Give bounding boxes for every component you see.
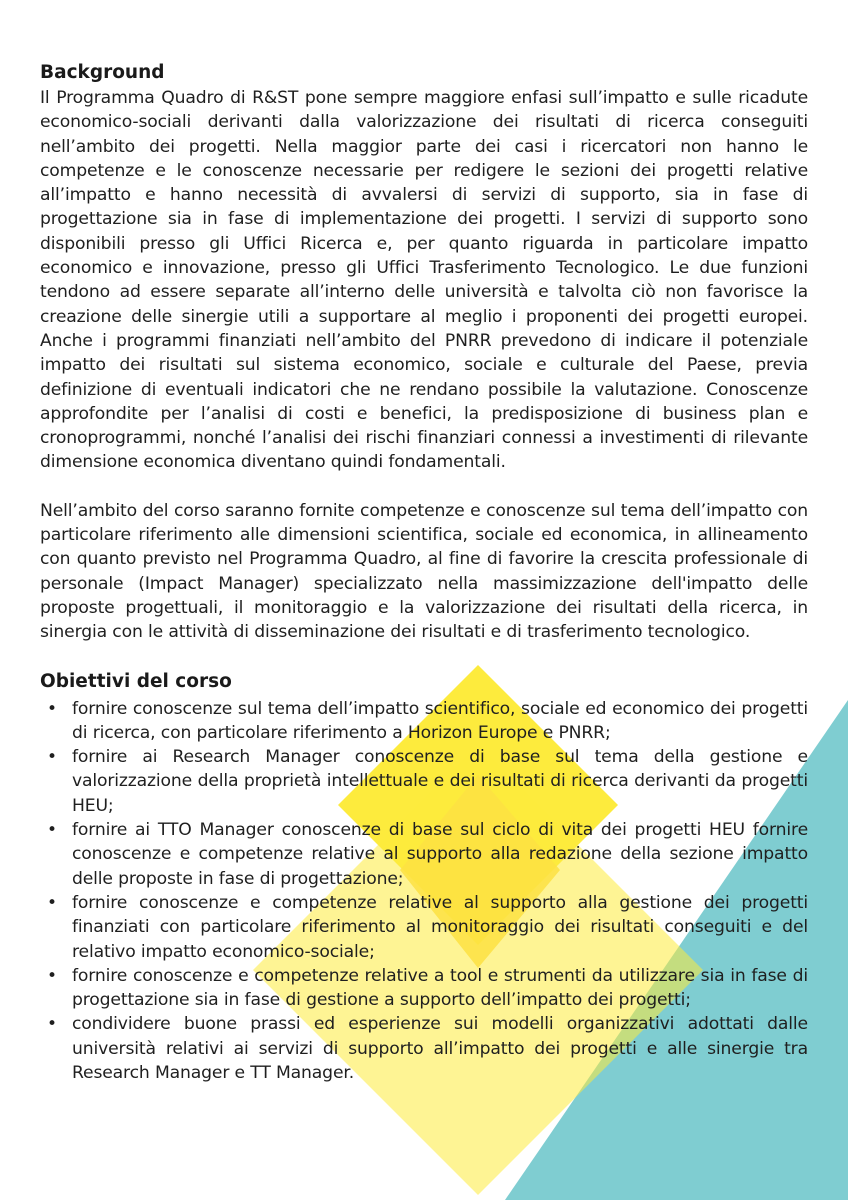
bullet-icon: • <box>47 820 57 841</box>
list-item-text: fornire ai Research Manager conoscenze di base sul tema della gestione e valorizzazione della proprietà intellettuale e dei risultati di ricerca derivanti da progetti HEU; <box>72 747 808 816</box>
list-item-text: fornire conoscenze e competenze relative a tool e strumenti da utilizzare sia in fase di progettazione sia in fase di gestione a supporto dell’impatto dei progetti; <box>72 965 808 1011</box>
list-item <box>40 891 808 964</box>
list-item <box>40 964 808 1013</box>
list-item-text: condividere buone prassi ed esperienze sui modelli organizzativi adottati dalle università relativi ai servizi di supporto all’impatto dei progetti e alle sinergie tra Research Manager e TT Manager. <box>72 1014 808 1083</box>
list-item <box>40 1012 808 1085</box>
list-item <box>40 818 808 891</box>
bullet-icon: • <box>47 1014 57 1035</box>
bullet-icon: • <box>47 965 57 986</box>
bullet-icon: • <box>47 698 57 719</box>
background-paragraph-2: Nell’ambito del corso saranno fornite competenze e conoscenze sul tema dell’impatto con particolare riferimento alle dimensioni scientifica, sociale ed economica, in allineamento con quanto previsto nel Programma Quadro, al fine di favorire la crescita professionale di personale (Impact Manager) specializzato nella massimizzazione dell'impatto delle proposte progettuali, il monitoraggio e la valorizzazione dei risultati della ricerca, in sinergia con le attività di disseminazione dei risultati e di trasferimento tecnologico. <box>40 500 808 643</box>
background-paragraph-1: Il Programma Quadro di R&ST pone sempre maggiore enfasi sull’impatto e sulle ricadute economico-sociali derivanti dalla valorizzazione dei risultati di ricerca conseguiti nell’ambito dei progetti. Nella maggior parte dei casi i ricercatori non hanno le competenze e le conoscenze necessarie per redigere le sezioni dei progetti relative all’impatto e hanno necessità di avvalersi di servizi di supporto, sia in fase di progettazione sia in fase di implementazione dei progetti. I servizi di supporto sono disponibili presso gli Uffici Ricerca e, per quanto riguarda in particolare impatto economico e innovazione, presso gli Uffici Trasferimento Tecnologico. Le due funzioni tendono ad essere separate all’interno delle università e talvolta ciò non favorisce la creazione delle sinergie utili a supportare al meglio i proponenti dei progetti europei. Anche i programmi finanziati nell’ambito del PNRR prevedono di indicare il potenziale impatto dei risultati sul sistema economico, sociale e culturale del Paese, previa definizione di eventuali indicatori che ne rendano possibile la valutazione. Conoscenze approfondite per l’analisi di costi e benefici, la predisposizione di business plan e cronoprogrammi, nonché l’analisi dei rischi finanziari connessi a investimenti di rilevante dimensione economica diventano quindi fondamentali. <box>40 88 808 473</box>
list-item-text: fornire conoscenze sul tema dell’impatto scientifico, sociale ed economico dei progetti di ricerca, con particolare riferimento a Horizon Europe e PNRR; <box>72 698 808 743</box>
bullet-icon: • <box>47 892 57 913</box>
list-item <box>40 745 808 818</box>
document-body <box>40 60 808 1085</box>
objectives-heading: Obiettivi del corso <box>40 670 232 692</box>
bullet-icon: • <box>47 747 57 768</box>
background-heading: Background <box>40 62 165 83</box>
list-item <box>40 697 808 746</box>
list-item-text: fornire ai TTO Manager conoscenze di base sul ciclo di vita dei progetti HEU fornire conoscenze e competenze relative al supporto alla redazione della sezione impatto delle proposte in fase di progettazione; <box>72 820 808 889</box>
list-item-text: fornire conoscenze e competenze relative al supporto alla gestione dei progetti finanziati con particolare riferimento al monitoraggio dei risultati conseguiti e del relativo impatto economico-sociale; <box>72 892 808 962</box>
objectives-list <box>40 697 808 1086</box>
